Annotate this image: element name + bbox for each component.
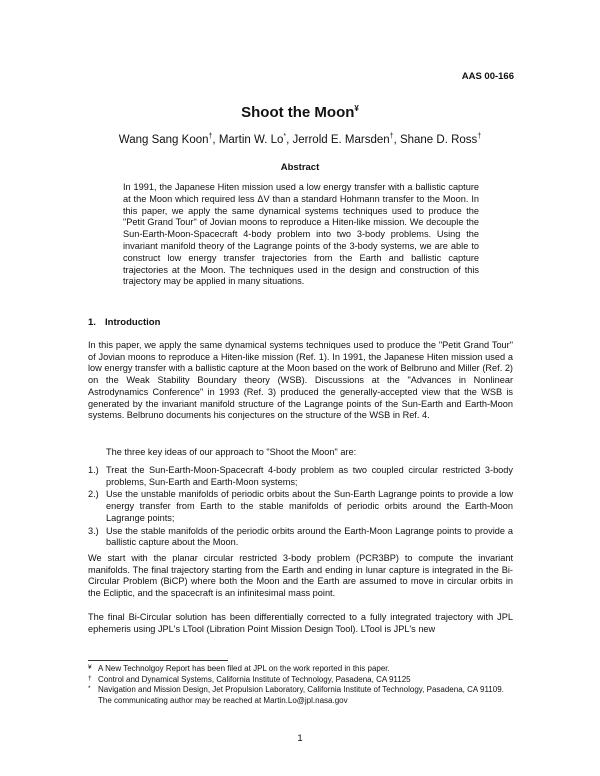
author-name: Shane D. Ross [399,133,478,146]
list-item [88,526,513,549]
title-footnote-mark: ¥ [354,104,359,113]
footnote-text: A New Technolgoy Report has been filed at JPL on the work reported in this paper. [98,664,390,673]
report-id: AAS 00-166 [461,71,514,82]
page-number: 1 [297,733,303,744]
author-separator: , [212,133,219,146]
footnote-divider [88,660,228,661]
list-item [88,465,513,488]
section-title: Introduction [105,317,161,328]
author-affiliation-mark: † [208,133,213,140]
abstract-heading: Abstract [280,162,320,173]
author-name: Jerrold E. Marsden [292,133,390,146]
footnote [88,685,513,706]
list-marker: 2.) [88,489,99,500]
footnotes [88,664,513,706]
footnote [88,664,513,675]
ltool-paragraph: The final Bi-Circular solution has been differentially corrected to a fully integrated trajectory with JPL ephemeris using JPL's LTool (Libration Point Mission Design Tool). LTool is JPL's new [88,612,513,634]
list-item [88,489,513,524]
list-item-text: Use the unstable manifolds of periodic orbits about the Sun-Earth Lagrange points to provide a low energy transfer from Earth to the stable manifolds of periodic orbits around the Earth-Moon Lagrange points; [106,489,513,523]
list-marker: 1.) [88,465,99,475]
footnote-text: Navigation and Mission Design, Jet Propulsion Laboratory, California Institute of Technology, Pasadena, CA 91109. The communicating author may be reached at Martin.Lo@jpl.nasa.gov [98,685,504,705]
author-separator: , [393,133,400,146]
author-list [0,133,600,146]
section-heading [88,317,160,328]
title-text: Shoot the Moon [241,104,355,121]
author-affiliation-mark: † [389,133,394,140]
section-number: 1. [88,317,96,328]
paper-title [0,104,600,121]
list-marker: 3.) [88,525,99,536]
footnote-mark: † [88,674,92,682]
author-name: Wang Sang Koon [118,133,209,146]
list-item-text: Use the stable manifolds of the periodic orbits around the Earth-Moon Lagrange points to provide a ballistic capture about the Moon. [106,525,513,548]
intro-paragraph: In this paper, we apply the same dynamical systems techniques used to produce the "Petit Grand Tour" of Jovian moons to reproduce a Hiten-like mission (Ref. 1). In 1991, the Japanese Hiten mission used a low energy transfer with a ballistic capture at the Moon based on the work of Belbruno and Miller (Ref. 2) on the Weak Stability Boundary theory (WSB). Discussions at the "Advances in Nonlinear Astrodynamics Conference" in 1993 (Ref. 3) produced the generally-accepted view that the WSB is generated by the invariant manifold structure of the Lagrange points of the Sun-Earth and Earth-Moon systems. Belbruno documents his conjectures on the structure of the WSB in Ref. 4. [88,340,513,421]
method-paragraph: We start with the planar circular restricted 3-body problem (PCR3BP) to compute the invariant manifolds. The final trajectory starting from the Earth and ending in lunar capture is integrated in the Bi-Circular Problem (BiCP) where both the Moon and the Earth are assumed to move in circular orbits in the Ecliptic, and the spacecraft is an infinitesimal mass point. [88,553,513,599]
key-ideas-list [88,465,513,550]
author-separator: , [286,133,293,146]
footnote [88,675,513,686]
footnote-text: Control and Dynamical Systems, California Institute of Technology, Pasadena, CA 91125 [98,674,411,684]
list-item-text: Treat the Sun-Earth-Moon-Spacecraft 4-body problem as two coupled circular restricted 3-body problems, Sun-Earth and Earth-Moon systems; [106,465,513,487]
footnote-mark: * [88,685,91,692]
author-name: Martin W. Lo [218,133,284,146]
author-affiliation-mark: † [477,133,482,140]
abstract-body: In 1991, the Japanese Hiten mission used a low energy transfer with a ballistic capture at the Moon which required less ΔV than a standard Hohmann transfer to the Moon. In this paper, we apply the same dynamical systems techniques used to produce the "Petit Grand Tour" of Jovian moons to reproduce a Hiten-like mission. We decouple the Sun-Earth-Moon-Spacecraft 4-body problem into two 3-body problems. Using the invariant manifold theory of the Lagrange points of the 3-body systems, we are able to construct low energy transfer trajectories from the Earth and ballistic capture trajectories at the Moon. The techniques used in the design and construction of this trajectory may be applied in many situations. [123,182,479,287]
key-ideas-lead: The three key ideas of our approach to "Shoot the Moon" are: [106,447,357,457]
footnote-mark: ¥ [88,664,92,671]
author-affiliation-mark: * [283,133,287,140]
